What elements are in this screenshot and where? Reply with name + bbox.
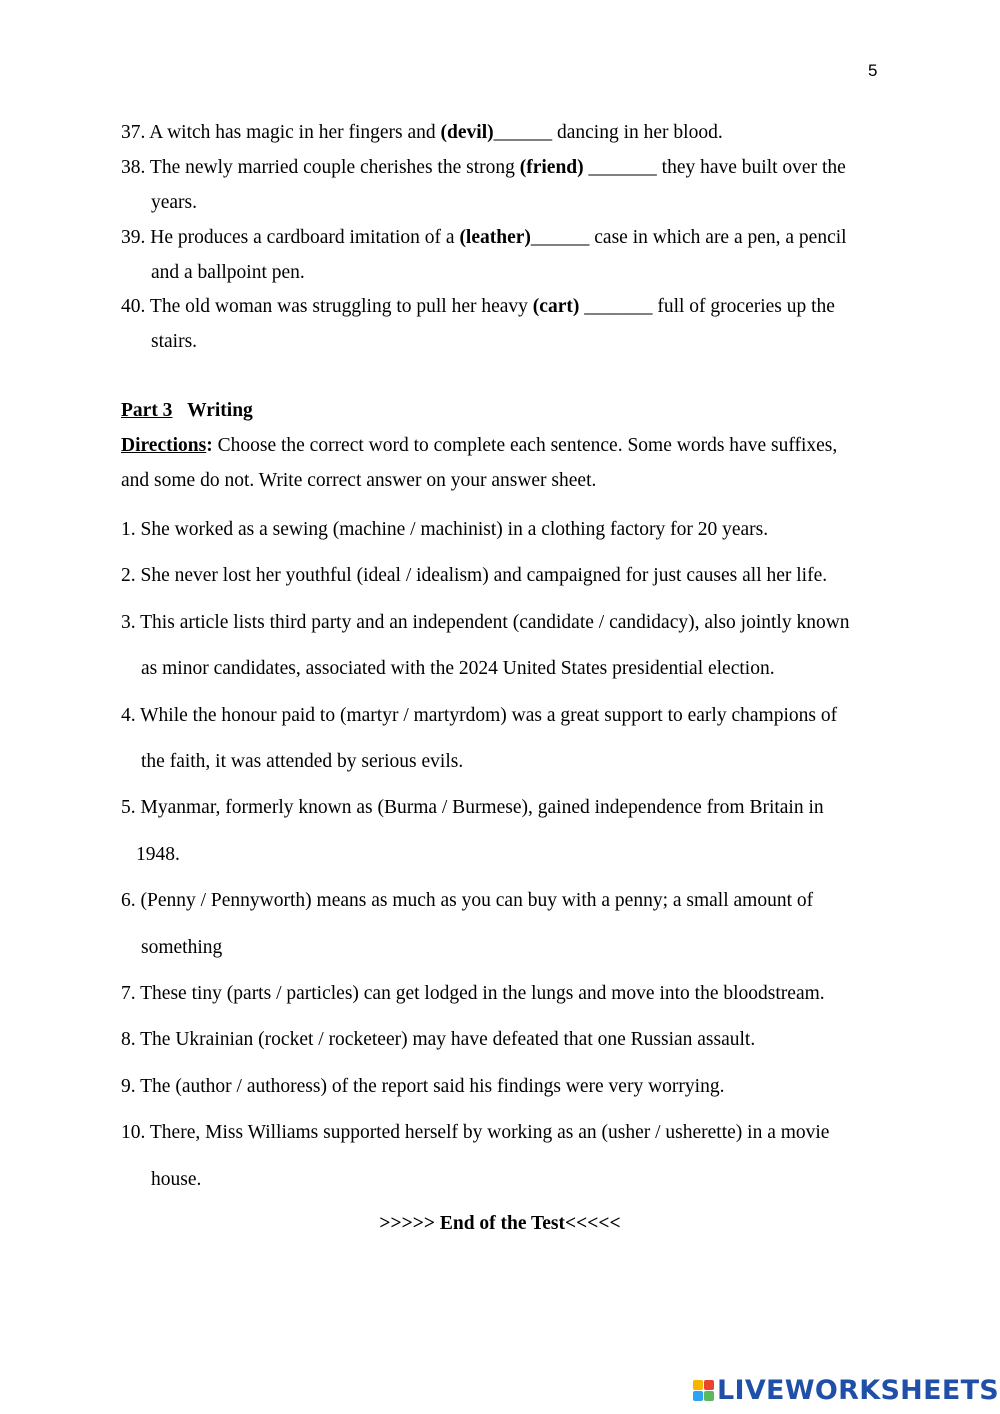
logo-square bbox=[704, 1391, 714, 1401]
liveworksheets-logo bbox=[693, 1375, 999, 1405]
sentence-continuation: as minor candidates, associated with the 2024 United States presidential election. bbox=[141, 658, 775, 679]
sentence-continuation: 1948. bbox=[136, 844, 180, 865]
sentence-item: 3. This article lists third party and an independent (candidate / candidacy), also jointly known bbox=[121, 612, 850, 633]
sentence-item: 10. There, Miss Williams supported herself by working as an (usher / usherette) in a movie bbox=[121, 1122, 830, 1143]
list-item: 40. The old woman was struggling to pull her heavy (cart) _______ full of groceries up the bbox=[121, 296, 835, 317]
list-item: 37. A witch has magic in her fingers and (devil)______ dancing in her blood. bbox=[121, 122, 723, 143]
list-item: 39. He produces a cardboard imitation of a (leather)______ case in which are a pen, a pencil bbox=[121, 227, 847, 248]
sentence-item: 6. (Penny / Pennyworth) means as much as you can buy with a penny; a small amount of bbox=[121, 890, 814, 911]
directions: Directions: Choose the correct word to complete each sentence. Some words have suffixes, bbox=[121, 435, 838, 456]
sentence-item: 2. She never lost her youthful (ideal / idealism) and campaigned for just causes all her life. bbox=[121, 565, 828, 586]
page-number: 5 bbox=[868, 61, 878, 80]
sentence-item: 9. The (author / authoress) of the report said his findings were very worrying. bbox=[121, 1076, 725, 1097]
logo-square bbox=[704, 1380, 714, 1390]
list-item-continuation: stairs. bbox=[151, 331, 198, 352]
directions-continuation: and some do not. Write correct answer on your answer sheet. bbox=[121, 470, 597, 491]
list-item-continuation: years. bbox=[151, 192, 198, 213]
logo-text: LIVEWORKSHEETS bbox=[717, 1374, 1000, 1406]
sentence-continuation: something bbox=[141, 937, 223, 958]
sentence-item: 1. She worked as a sewing (machine / machinist) in a clothing factory for 20 years. bbox=[121, 519, 769, 540]
sentence-continuation: house. bbox=[151, 1169, 202, 1190]
section-heading: Part 3 Writing bbox=[121, 400, 253, 421]
sentence-item: 8. The Ukrainian (rocket / rocketeer) may have defeated that one Russian assault. bbox=[121, 1029, 756, 1050]
logo-square bbox=[693, 1380, 703, 1390]
sentence-item: 5. Myanmar, formerly known as (Burma / Burmese), gained independence from Britain in bbox=[121, 797, 824, 818]
sentence-item: 4. While the honour paid to (martyr / martyrdom) was a great support to early champions of bbox=[121, 705, 838, 726]
list-item: 38. The newly married couple cherishes the strong (friend) _______ they have built over the bbox=[121, 157, 846, 178]
sentence-item: 7. These tiny (parts / particles) can get lodged in the lungs and move into the bloodstream. bbox=[121, 983, 825, 1004]
logo-square bbox=[693, 1391, 703, 1401]
logo-mark-icon bbox=[693, 1380, 714, 1401]
sentence-continuation: the faith, it was attended by serious evils. bbox=[141, 751, 464, 772]
end-of-test: >>>>> End of the Test<<<<< bbox=[379, 1213, 621, 1234]
list-item-continuation: and a ballpoint pen. bbox=[151, 262, 305, 283]
